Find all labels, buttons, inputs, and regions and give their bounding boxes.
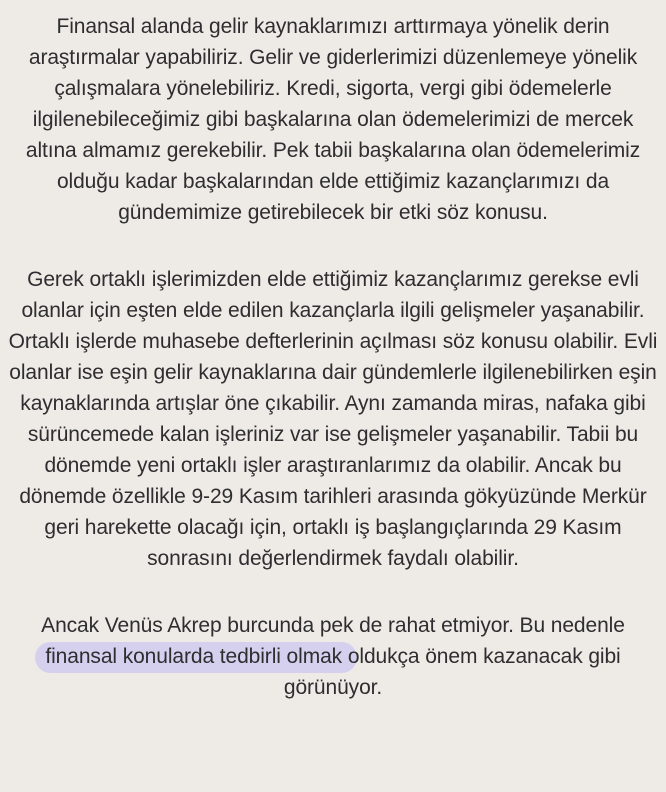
paragraph-finances: Finansal alanda gelir kaynaklarımızı arttırmaya yönelik derin araştırmalar yapabiliriz. Gelir ve giderlerimizi düzenlemeye yönelik çalışmalara yönelebiliriz. Kredi, sigorta, vergi gibi ödemelerle ilgilenebileceğimiz gibi başkalarına olan ödemelerimizi de mercek altına almamız gerekebilir. Pek tabii başkalarına olan ödemelerimiz olduğu kadar başkalarından elde ettiğimiz kazançlarımızı da gündemimize getirebilecek bir etki söz konusu. (25, 15, 641, 224)
paragraph-venus-scorpio (8, 610, 658, 703)
paragraph-venus-scorpio-post-text: oldukça önem kazanacak gibi görünüyor. (283, 645, 621, 699)
article-body (8, 11, 658, 703)
paragraph-partnerships: Gerek ortaklı işlerimizden elde ettiğimiz kazançlarımız gerekse evli olanlar için eşten elde edilen kazançlarla ilgili gelişmeler yaşanabilir. Ortaklı işlerde muhasebe defterlerinin açılması söz konusu olabilir. Evli olanlar ise eşin gelir kaynaklarına dair gündemlerle ilgilenebilirken eşin kaynaklarında artışlar öne çıkabilir. Aynı zamanda miras, nafaka gibi sürüncemede kalan işleriniz var ise gelişmeler yaşanabilir. Tabii bu dönemde yeni ortaklı işler araştıranlarımız da olabilir. Ancak bu dönemde özellikle 9-29 Kasım tarihleri arasında gökyüzünde Merkür geri harekette olacağı için, ortaklı iş başlangıçlarında 29 Kasım sonrasını değerlendirmek faydalı olabilir. (8, 268, 658, 570)
paragraph-venus-scorpio-pre-text: Ancak Venüs Akrep burcunda pek de rahat etmiyor. Bu nedenle (41, 614, 625, 637)
highlighted-phrase: finansal konularda tedbirli olmak (35, 642, 357, 673)
